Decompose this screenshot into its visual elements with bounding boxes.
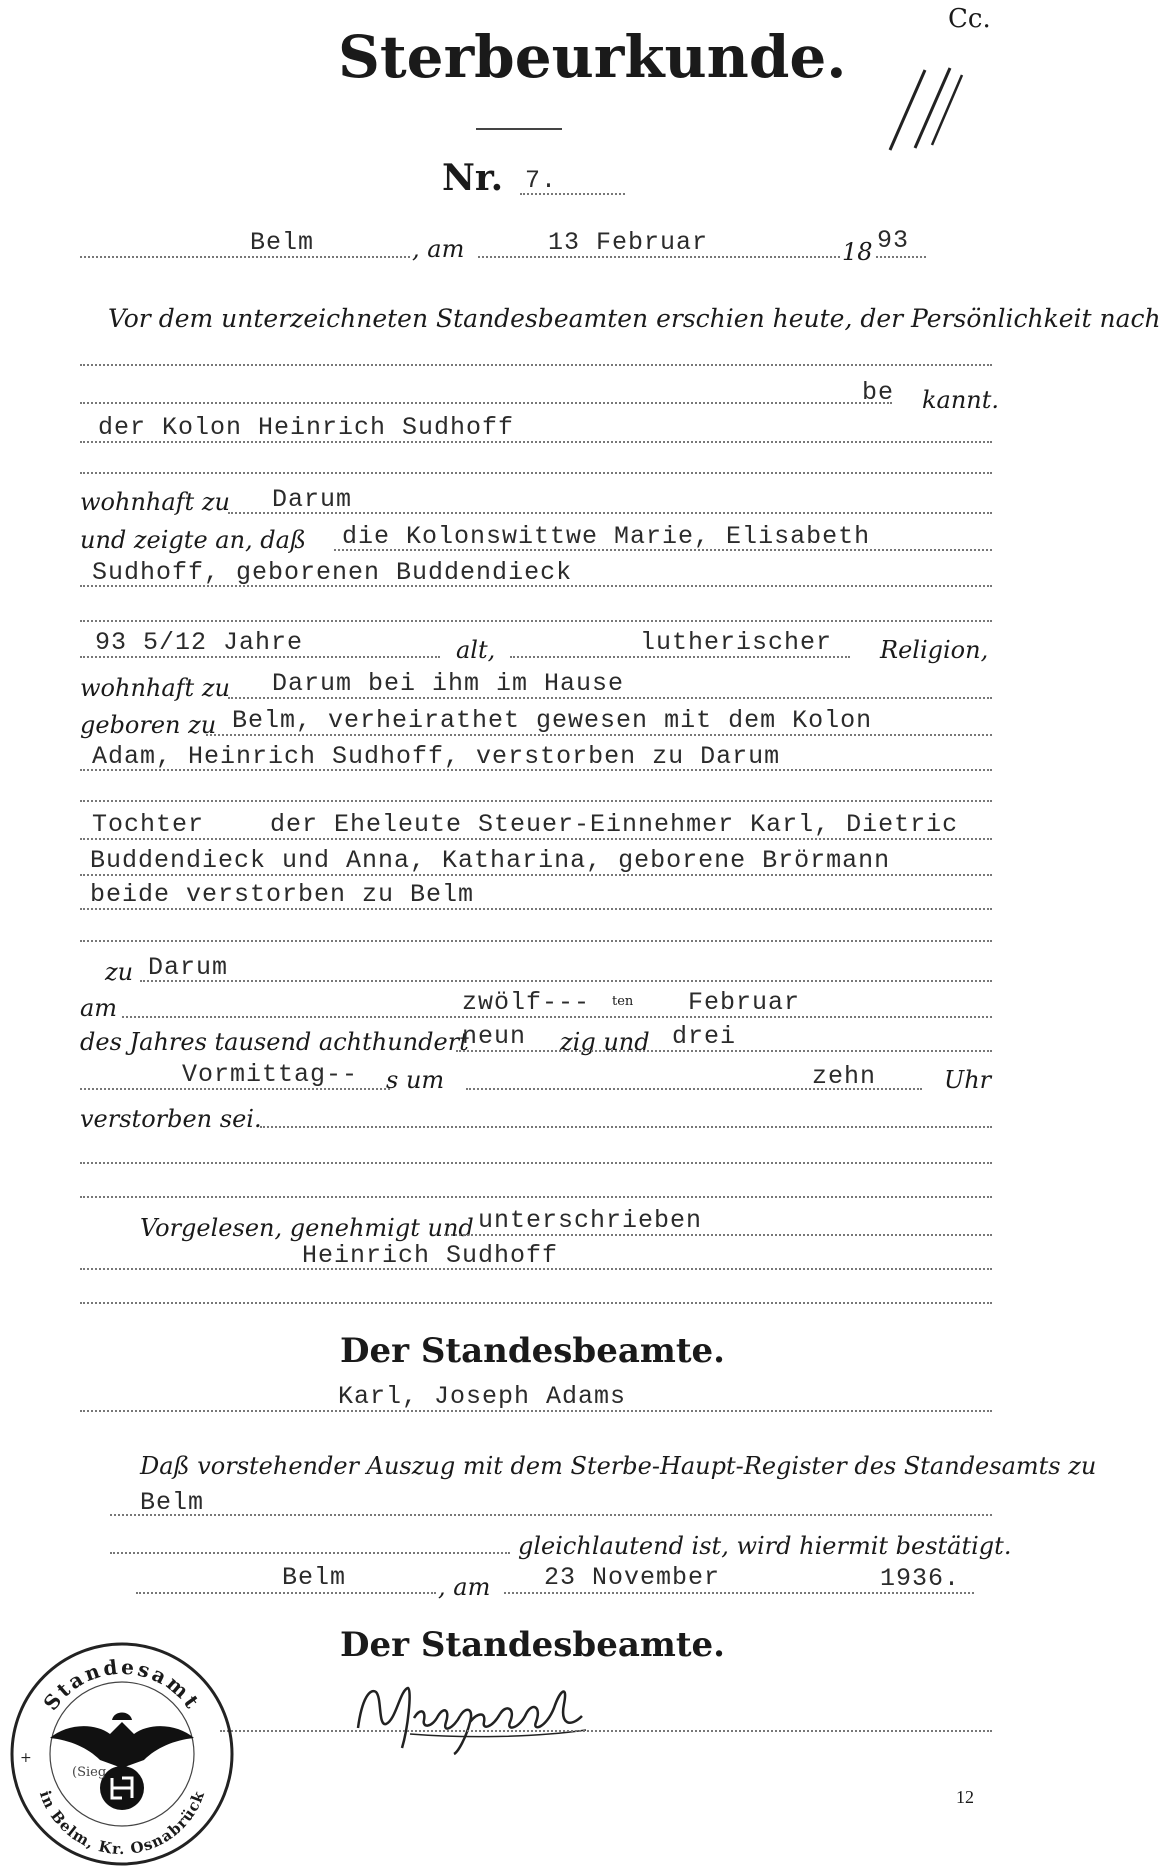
svg-text:Standesamt [39,1655,206,1715]
read-approved-label: Vorgelesen, genehmigt und [140,1214,474,1242]
seal-middle-text: (Sieg [72,1765,107,1780]
residence-2-label: wohnhaft zu [80,674,230,702]
daughter-word: Tochter [92,810,205,839]
signer-name: Heinrich Sudhoff [302,1241,559,1270]
certification-date: 23 November [544,1563,721,1592]
official-seal [6,1638,238,1870]
religion-label: Religion, [880,636,989,664]
am-word: , am [412,235,465,263]
certification-am: , am [438,1573,491,1601]
spouse-line: Adam, Heinrich Sudhoff, verstorben zu Darum [92,742,781,771]
time-s-um: s um [386,1066,445,1094]
day-suffix: ten [612,994,634,1009]
age-label: alt, [456,636,496,664]
registry-date: 13 Februar [548,228,709,257]
year-suffix: 93 [877,226,910,255]
died-phrase: verstorben sei. [80,1105,262,1133]
registrar-heading-2: Der Standesbeamte. [340,1625,726,1665]
certification-year: 1936. [880,1564,961,1593]
religion-value: lutherischer [640,628,833,657]
time-of-day: Vormittag-- [182,1060,359,1089]
death-month: Februar [688,988,801,1017]
reported-label: und zeigte an, daß [80,526,306,554]
signed-word: unterschrieben [478,1206,703,1235]
hour-label: Uhr [944,1066,992,1094]
declarant-name: der Kolon Heinrich Sudhoff [98,413,515,442]
parents-line-3: beide verstorben zu Belm [90,880,475,909]
document-title: Sterbeurkunde. [338,23,847,91]
residence-2-value: Darum bei ihm im Hause [272,669,625,698]
registrar-name: Karl, Joseph Adams [338,1382,627,1411]
death-date-label: am [80,994,118,1022]
title-divider [476,128,562,130]
year-units: drei [672,1022,737,1051]
hour-value: zehn [812,1062,877,1091]
known-suffix: kannt. [922,386,1000,414]
death-day: zwölf--- [462,988,591,1017]
birthplace-value: Belm, verheirathet gewesen mit dem Kolon [232,706,873,735]
intro-text: Vor dem unterzeichneten Standesbeamten erschien heute, der Persönlichkeit nach [108,304,1161,333]
age-value: 93 5/12 Jahre [95,628,304,657]
residence-label: wohnhaft zu [80,488,230,516]
svg-text:+: + [20,1750,32,1766]
year-words-label: des Jahres tausend achthundert [80,1028,469,1056]
handwritten-mark [870,60,980,160]
number-value: 7. [525,166,558,195]
registrar-signature [350,1668,620,1758]
death-place-value: Darum [148,953,229,982]
parents-line-2: Buddendieck und Anna, Katharina, geborene Brörmann [90,846,891,875]
deceased-line-2: Sudhoff, geborenen Buddendieck [92,558,573,587]
registrar-heading-1: Der Standesbeamte. [340,1331,726,1371]
corner-mark: Cc. [948,4,991,34]
seal-bottom-text: in Belm, Kr. Osnabrück [35,1788,209,1859]
year-tens: neun [462,1022,527,1051]
identical-confirmation: gleichlautend ist, wird hiermit bestätigt. [518,1532,1012,1560]
number-label: Nr. [442,157,504,199]
page-number: 12 [956,1787,974,1807]
certification-date-place: Belm [282,1563,347,1592]
deceased-line-1: die Kolonswittwe Marie, Elisabeth [342,522,871,551]
certification-place: Belm [140,1488,205,1517]
death-place-label: zu [105,958,134,986]
parents-line-1: der Eheleute Steuer-Einnehmer Karl, Dietric [270,810,959,839]
registry-place: Belm [250,228,315,257]
certification-text: Daß vorstehender Auszug mit dem Sterbe-Haupt-Register des Standesamts zu [140,1452,1097,1480]
known-prefix: be [862,378,895,407]
year-zig-und: zig und [560,1028,650,1056]
seal-top-text: Standesamt [38,1654,206,1715]
year-prefix: 18 [842,238,873,266]
residence-value: Darum [272,485,353,514]
birthplace-label: geboren zu [80,711,217,739]
